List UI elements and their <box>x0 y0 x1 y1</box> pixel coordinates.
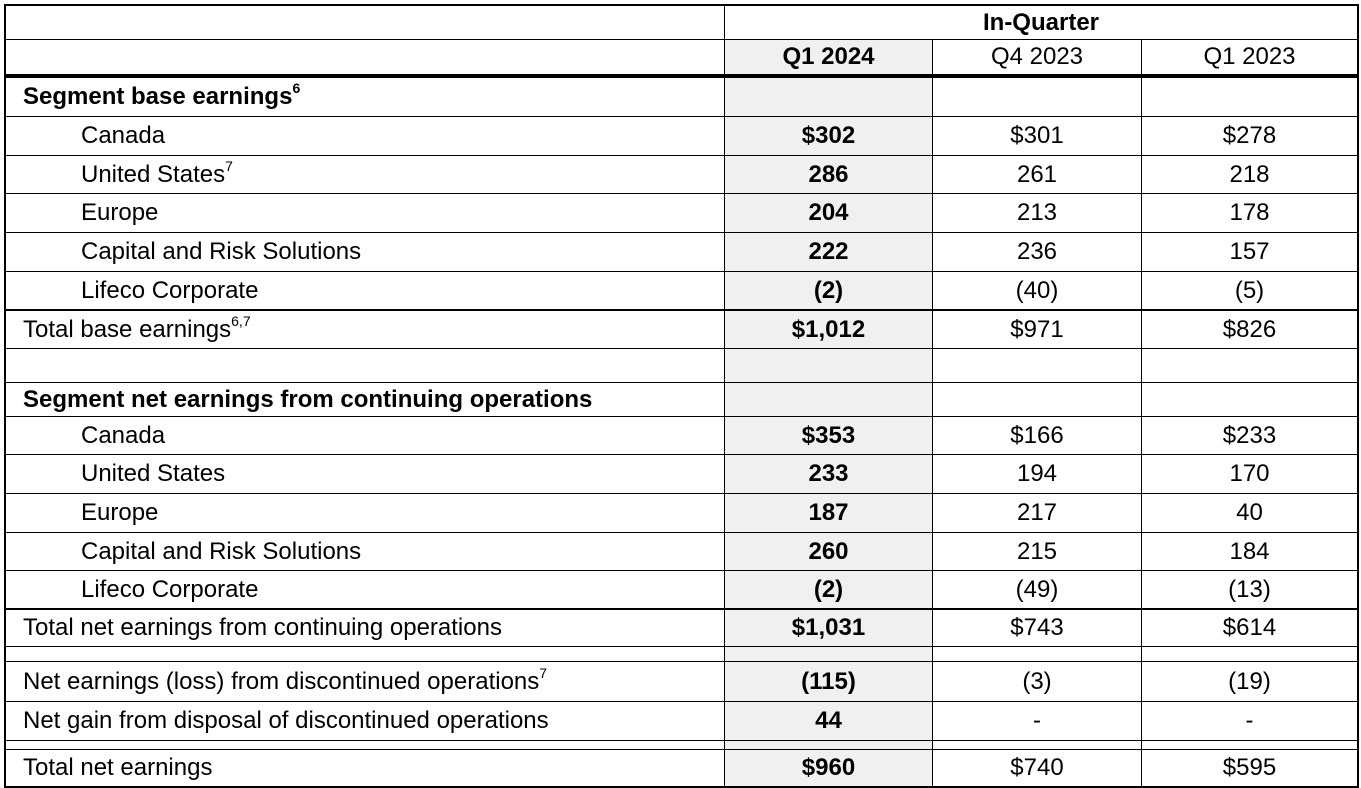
table-row: Europe 204 213 178 <box>6 194 1357 232</box>
total-row: Total base earnings $^{6,7}$ $1,012 $971 $826 <box>6 311 1357 348</box>
section-title-row <box>6 383 1357 416</box>
table-row: United States $^7$ 286 261 218 <box>6 156 1357 193</box>
section-title-base: Segment base earnings $^6$ <box>23 80 301 110</box>
earnings-table <box>4 4 1359 788</box>
in-quarter-header: In-Quarter <box>724 6 1357 39</box>
header-blank <box>6 40 724 74</box>
col-header-q1-2024: Q1 2024 <box>724 40 932 74</box>
col-header-q1-2023: Q1 2023 <box>1141 40 1357 74</box>
section-title-row <box>6 78 1357 116</box>
table-row: Canada $302 $301 $278 <box>6 117 1357 155</box>
grand-total-row: Total net earnings $960 $740 $595 <box>6 750 1357 786</box>
table-row: Canada $353 $166 $233 <box>6 417 1357 454</box>
table-row: United States 233 194 170 <box>6 455 1357 493</box>
table-row: Lifeco Corporate (2) (49) (13) <box>6 571 1357 608</box>
table-row: Net earnings (loss) from discontinued operations $^7$ (115) (3) (19) <box>6 662 1357 701</box>
table-row: Europe 187 217 40 <box>6 494 1357 532</box>
section-title-net: Segment net earnings from continuing operations <box>23 385 593 413</box>
col-header-q4-2023: Q4 2023 <box>932 40 1141 74</box>
table-row: Lifeco Corporate (2) (40) (5) <box>6 272 1357 309</box>
table-row: Capital and Risk Solutions 260 215 184 <box>6 533 1357 570</box>
spacer-row <box>6 349 1357 382</box>
spacer-row <box>6 741 1357 749</box>
total-row: Total net earnings from continuing operations $1,031 $743 $614 <box>6 610 1357 646</box>
column-header-row <box>6 40 1357 74</box>
table-row: Net gain from disposal of discontinued operations 44 - - <box>6 702 1357 740</box>
spacer-row <box>6 647 1357 661</box>
table-row: Capital and Risk Solutions 222 236 157 <box>6 233 1357 271</box>
